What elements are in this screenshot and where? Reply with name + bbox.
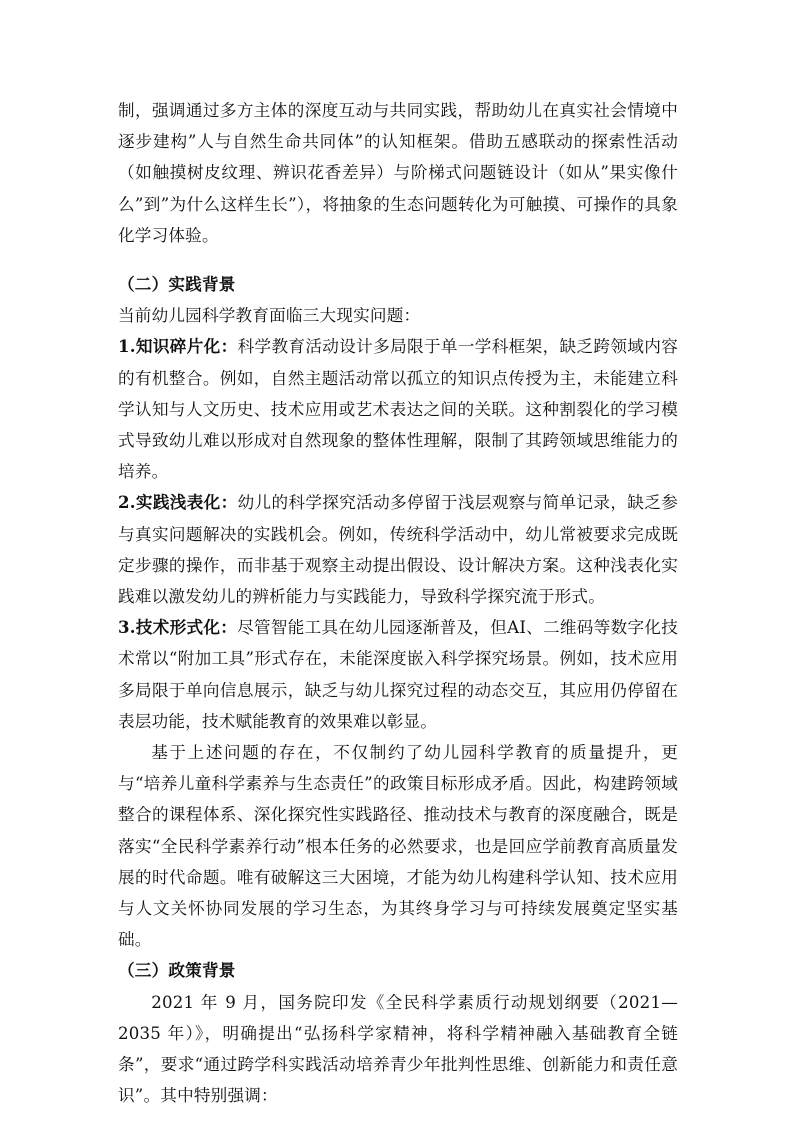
document-body (118, 95, 678, 1112)
item-1-text: 科学教育活动设计多局限于单一学科框架，缺乏跨领域内容的有机整合。例如，自然主题活动常以孤立的知识点传授为主，未能建立科学认知与人文历史、技术应用或艺术表达之间的关联。这种割裂化的学习模式导致幼儿难以形成对自然现象的整体性理解，限制了其跨领域思维能力的培养。 (118, 337, 678, 482)
item-1-lead: 1.知识碎片化： (118, 336, 238, 357)
intro-paragraph: 制，强调通过多方主体的深度互动与共同实践，帮助幼儿在真实社会情境中逐步建构”人与自然生命共同体”的认知框架。借助五感联动的探索性活动（如触摸树皮纹理、辨识花香差异）与阶梯式问题链设计（如从”果实像什么”到”为什么这样生长”），将抽象的生态问题转化为可触摸、可操作的具象化学习体验。 (118, 101, 678, 245)
item-2-lead: 2.实践浅表化： (118, 492, 238, 513)
item-3-lead: 3.技术形式化： (118, 617, 238, 638)
item-3-text: 尽管智能工具在幼儿园逐渐普及，但AI、二维码等数字化技术常以“附加工具”形式存在，未能深度嵌入科学探究场景。例如，技术应用多局限于单向信息展示，缺乏与幼儿探究过程的动态交互，其应用仍停留在表层功能，技术赋能教育的效果难以彰显。 (118, 618, 678, 731)
section-2-item-1 (118, 331, 678, 487)
section-2-conclusion: 基于上述问题的存在，不仅制约了幼儿园科学教育的质量提升，更与“培养儿童科学素养与生态责任”的政策目标形成矛盾。因此，构建跨领域整合的课程体系、深化探究性实践路径、推动技术与教育的深度融合，既是落实“全民科学素养行动”根本任务的必然要求，也是回应学前教育高质量发展的时代命题。唯有破解这三大困境，才能为幼儿构建科学认知、技术应用与人文关怀协同发展的学习生态，为其终身学习与可持续发展奠定坚实基础。 (118, 743, 678, 950)
section-2-item-3 (118, 612, 678, 737)
item-2-text: 幼儿的科学探究活动多停留于浅层观察与简单记录，缺乏参与真实问题解决的实践机会。例如，传统科学活动中，幼儿常被要求完成既定步骤的操作，而非基于观察主动提出假设、设计解决方案。这种浅表化实践难以激发幼儿的辨析能力与实践能力，导致科学探究流于形式。 (118, 493, 678, 607)
section-2-item-2 (118, 487, 678, 612)
section-2-heading: （二）实践背景 (118, 274, 236, 295)
section-3-paragraph: 2021 年 9 月，国务院印发《全民科学素质行动规划纲要（2021—2035 年）》，明确提出“弘扬科学家精神，将科学精神融入基础教育全链条”，要求“通过跨学科实践活动培养青少年批判性思维、创新能力和责任意识”。其中特别强调： (118, 992, 678, 1106)
section-2-intro: 当前幼儿园科学教育面临三大现实问题： (118, 306, 421, 326)
section-3-heading: （三）政策背景 (118, 960, 236, 981)
